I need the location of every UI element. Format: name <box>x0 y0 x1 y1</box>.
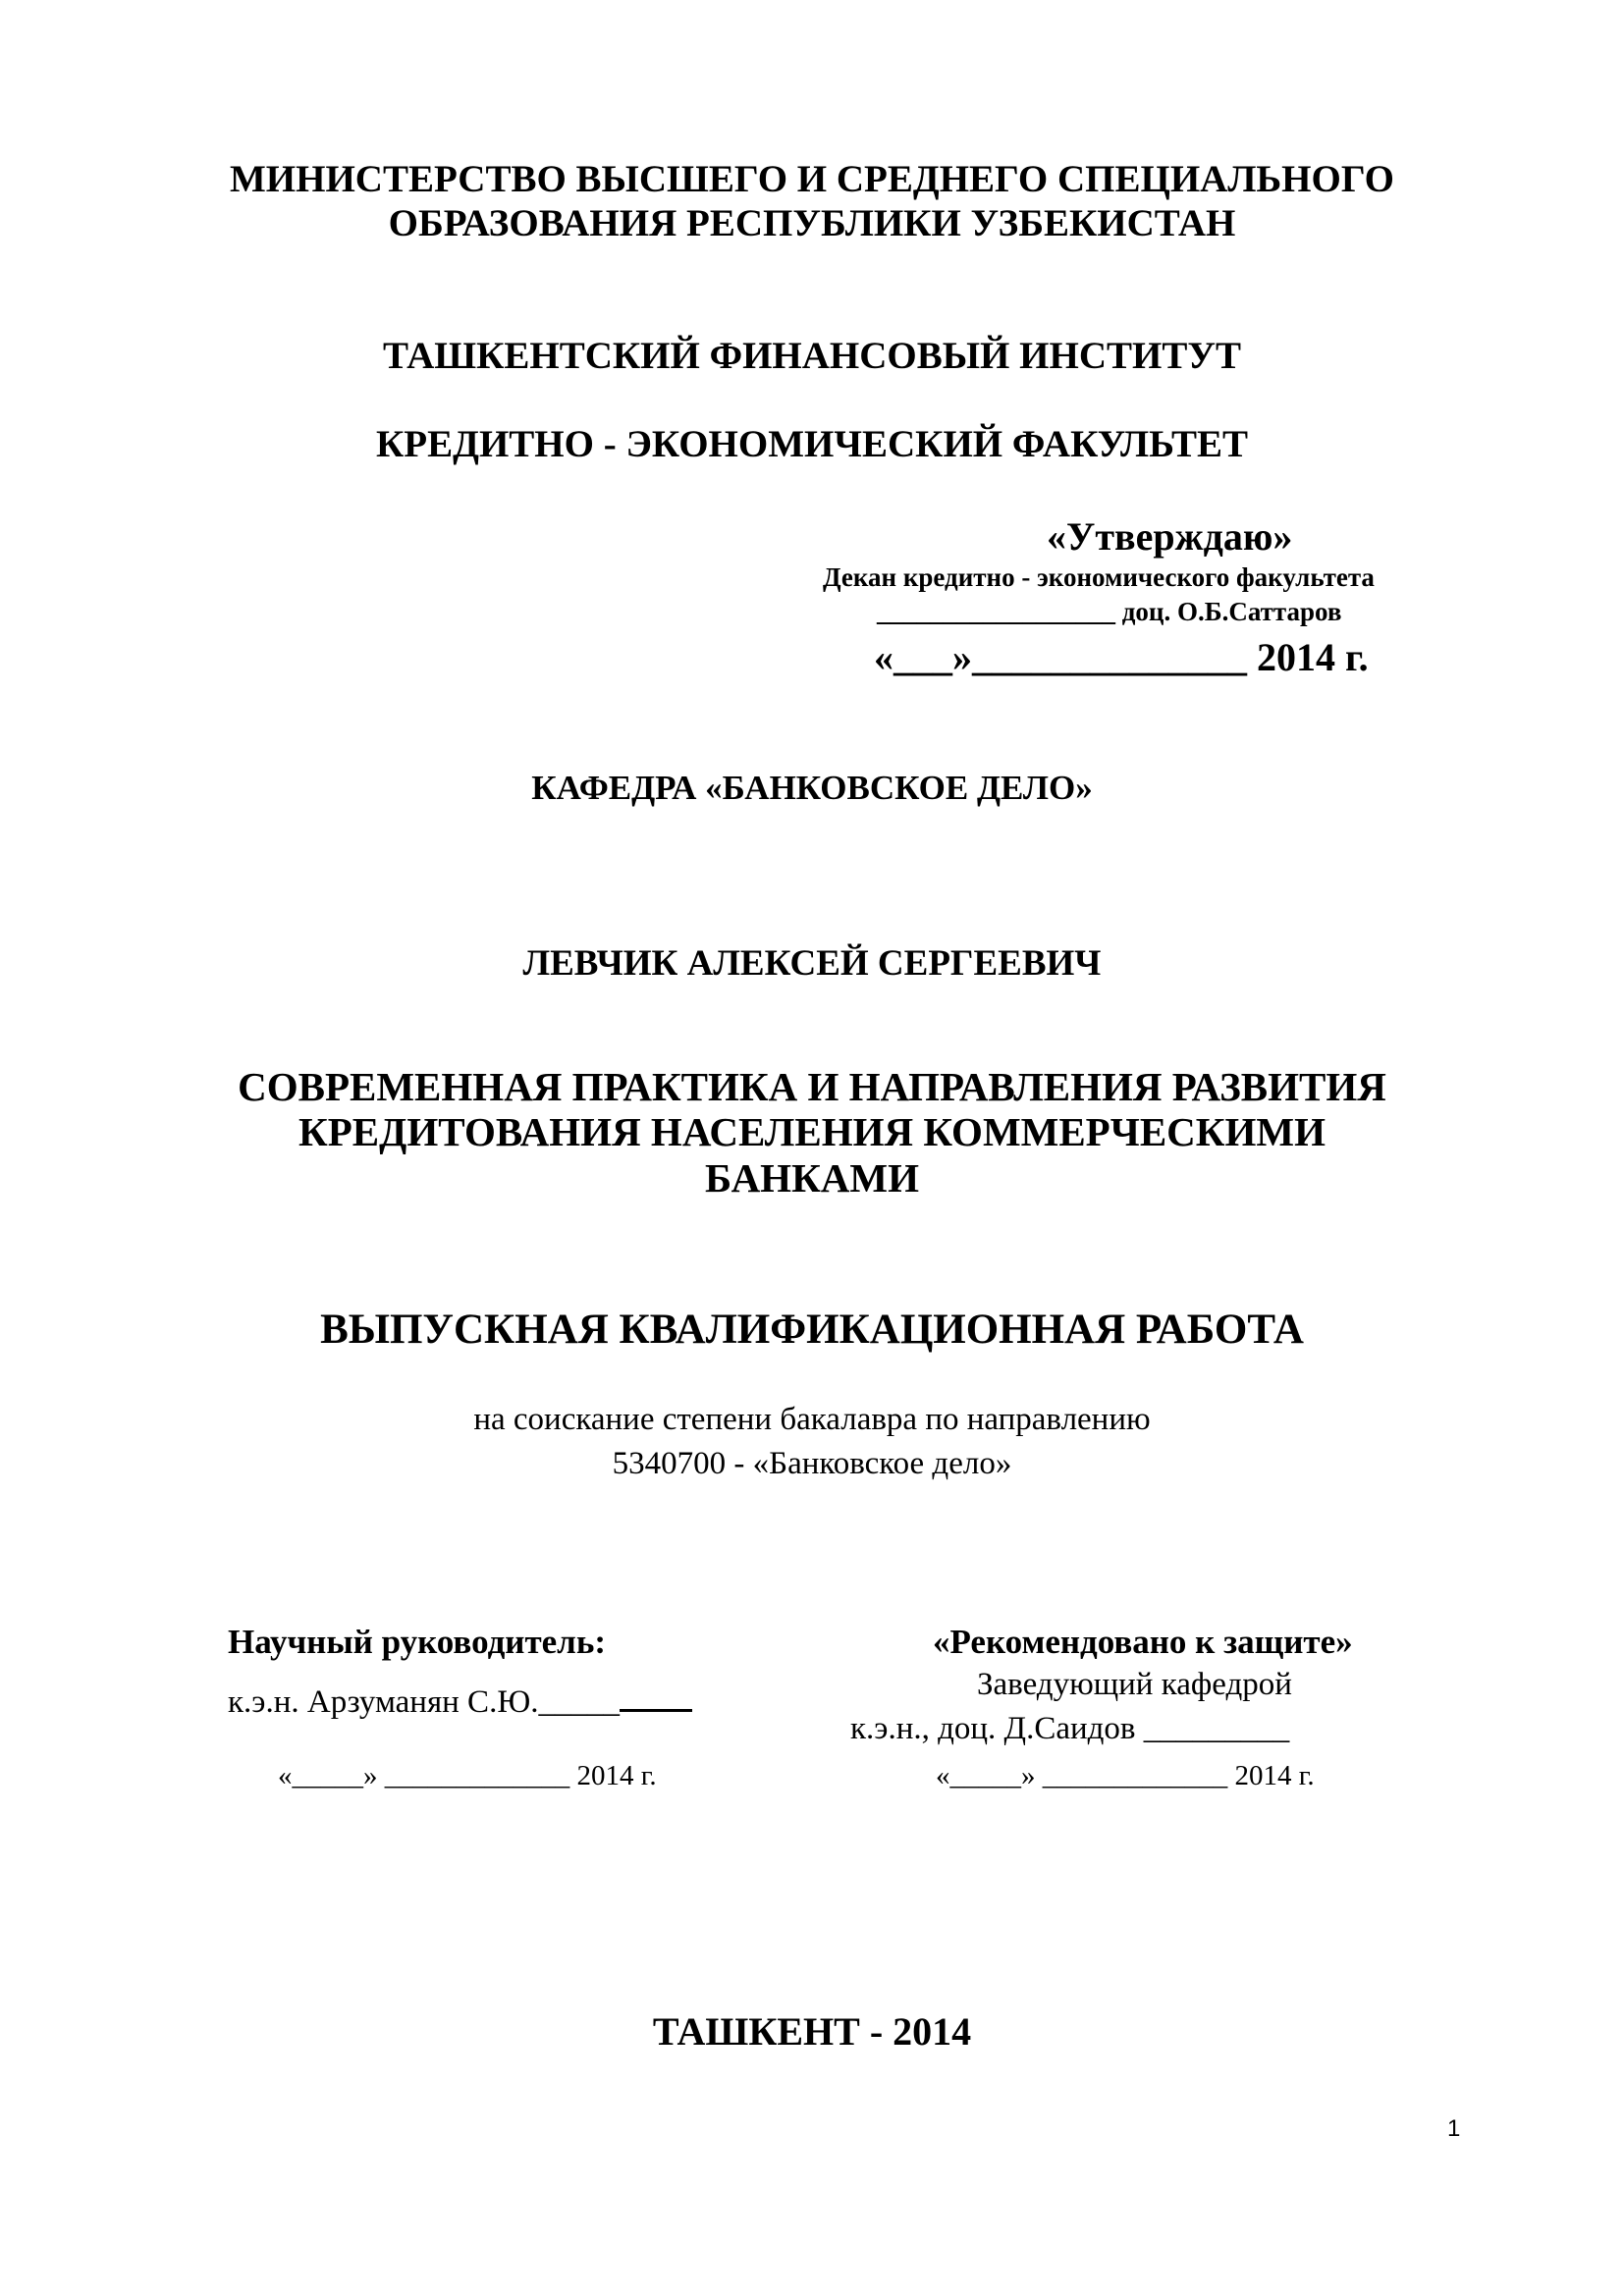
thesis-title-line-3: БАНКАМИ <box>705 1155 919 1201</box>
approval-date: «___»______________ 2014 г. <box>874 635 1369 679</box>
ministry-line-1: МИНИСТЕРСТВО ВЫСШЕГО И СРЕДНЕГО СПЕЦИАЛЬНОГО <box>229 158 1395 200</box>
thesis-title-line-1: СОВРЕМЕННАЯ ПРАКТИКА И НАПРАВЛЕНИЯ РАЗВИТИЯ <box>238 1064 1386 1109</box>
dean-position: Декан кредитно - экономического факультета <box>823 562 1375 592</box>
approval-title: «Утверждаю» <box>1047 514 1293 559</box>
department-name: КАФЕДРА «БАНКОВСКОЕ ДЕЛО» <box>531 769 1093 807</box>
supervisor-name <box>228 1686 692 1719</box>
thesis-title-line-2: КРЕДИТОВАНИЯ НАСЕЛЕНИЯ КОММЕРЧЕСКИМИ <box>298 1109 1326 1154</box>
recommendation-title: «Рекомендовано к защите» <box>933 1623 1353 1661</box>
work-type: ВЫПУСКНАЯ КВАЛИФИКАЦИОННАЯ РАБОТА <box>320 1307 1304 1353</box>
degree-line-1: на соискание степени бакалавра по направлению <box>473 1402 1151 1437</box>
faculty-name: КРЕДИТНО - ЭКОНОМИЧЕСКИЙ ФАКУЛЬТЕТ <box>376 423 1248 465</box>
supervisor-date: «_____» _____________ 2014 г. <box>278 1760 657 1791</box>
supervisor-name-text: к.э.н. Арзуманян С.Ю._____ <box>228 1684 620 1720</box>
institute-name: ТАШКЕНТСКИЙ ФИНАНСОВЫЙ ИНСТИТУТ <box>383 335 1241 377</box>
city-year: ТАШКЕНТ - 2014 <box>652 2009 972 2054</box>
head-of-department-name: к.э.н., доц. Д.Саидов _________ <box>850 1711 1290 1746</box>
supervisor-title: Научный руководитель: <box>228 1623 606 1661</box>
dean-signature-line: __________________ доц. О.Б.Саттаров <box>877 597 1342 626</box>
ministry-line-2: ОБРАЗОВАНИЯ РЕСПУБЛИКИ УЗБЕКИСТАН <box>388 202 1236 244</box>
recommendation-date: «_____» _____________ 2014 г. <box>936 1760 1315 1791</box>
head-of-department-position: Заведующий кафедрой <box>977 1667 1292 1702</box>
degree-line-2: 5340700 - «Банковское дело» <box>612 1446 1012 1481</box>
author-name: ЛЕВЧИК АЛЕКСЕЙ СЕРГЕЕВИЧ <box>522 943 1102 984</box>
supervisor-signature-line <box>620 1709 692 1712</box>
page-number: 1 <box>1447 2115 1461 2142</box>
